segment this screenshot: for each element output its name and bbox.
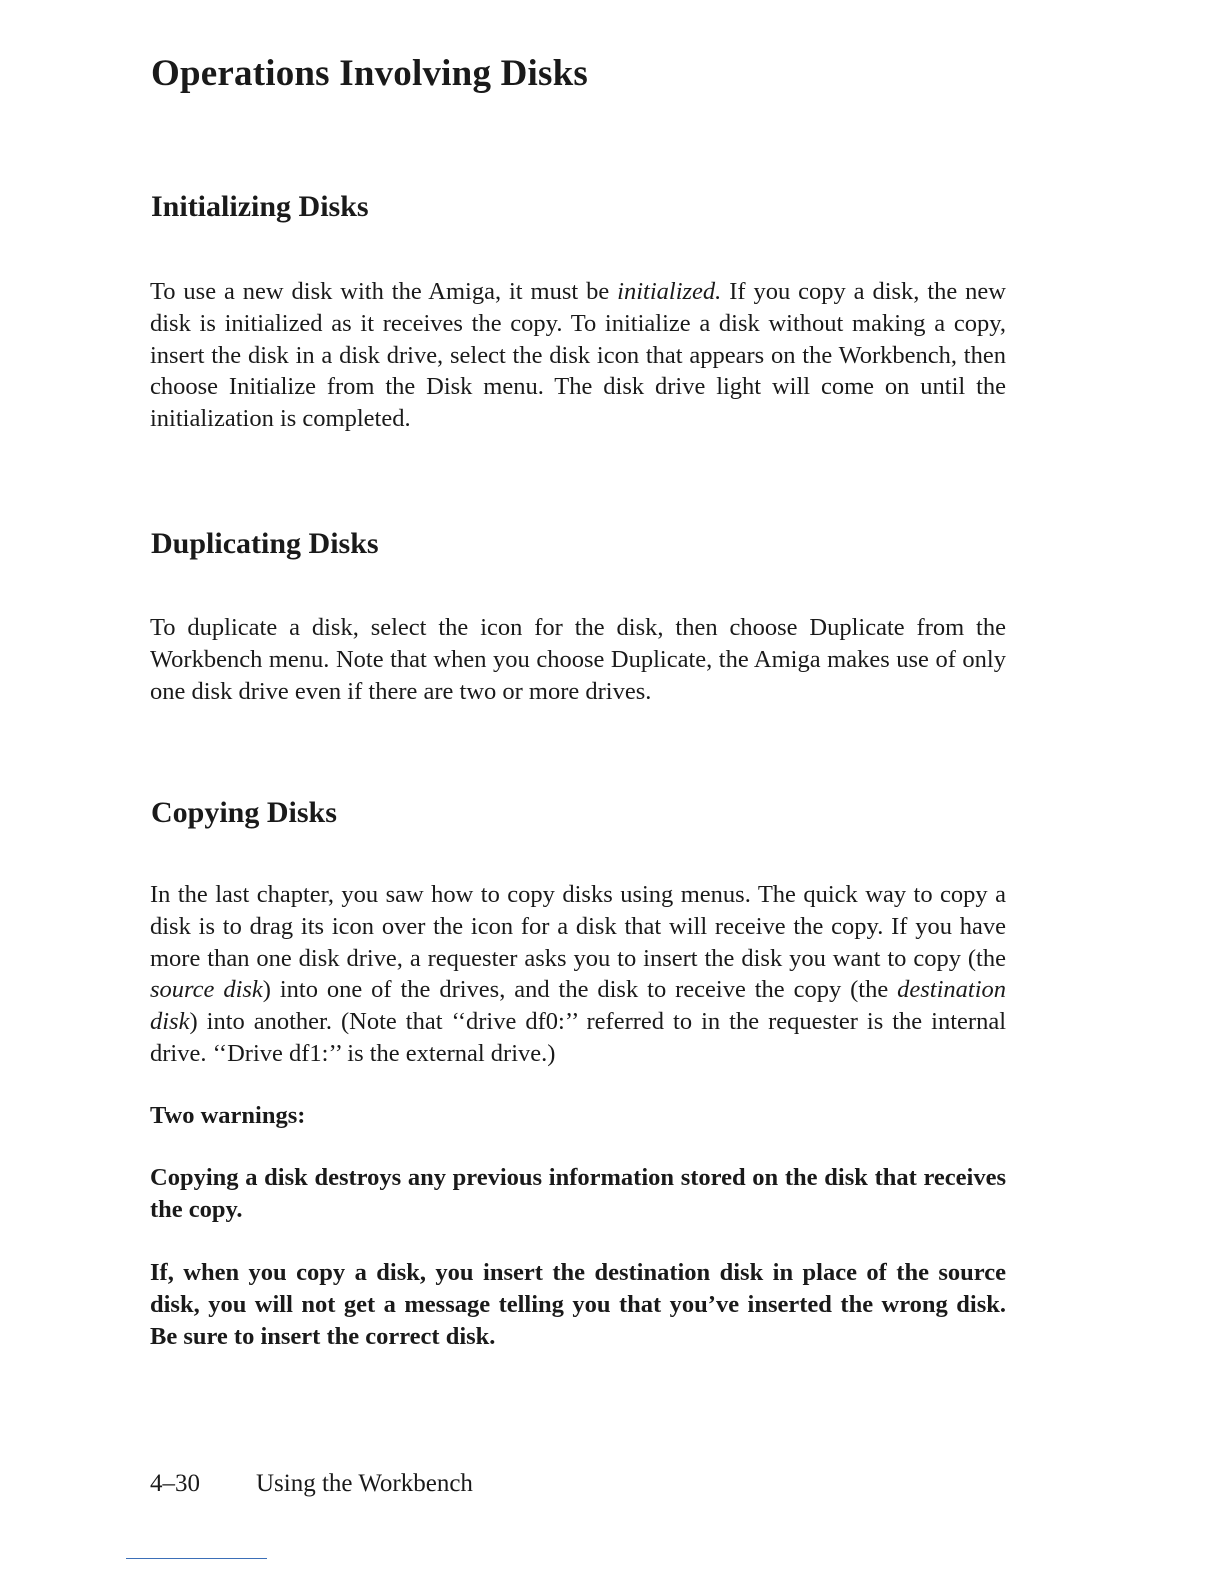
text-run: To use a new disk with the Amiga, it must be (150, 278, 618, 305)
chapter-title: Operations Involving Disks (151, 53, 588, 94)
heading-copying-disks: Copying Disks (151, 796, 337, 829)
paragraph-copying-disks (150, 879, 1006, 1070)
warning-1: Copying a disk destroys any previous information stored on the disk that receives the copy. (150, 1164, 1006, 1223)
text-run: If you copy a disk, the new disk is initialized as it receives the copy. To initialize a disk without making a copy, insert the disk in a disk drive, select the disk icon that appears on the Workbench, then choose Initialize from the Disk menu. The disk drive light will come on until the initialization is completed. (150, 278, 1007, 433)
term-destination-disk: destination disk (150, 976, 1006, 1036)
paragraph-initializing-disks (150, 276, 1006, 435)
heading-duplicating-disks: Duplicating Disks (151, 527, 379, 560)
term-initialized: initialized. (617, 278, 722, 305)
page-number: 4–30 (150, 1470, 200, 1497)
page-footer (150, 1470, 473, 1498)
warning-2: If, when you copy a disk, you insert the destination disk in place of the source disk, you will not get a message telling you that you’ve inserted the wrong disk. Be sure to insert the correct disk. (150, 1259, 1006, 1350)
text-run: In the last chapter, you saw how to copy disks using menus. The quick way to copy a disk is to drag its icon over the icon for a disk that will receive the copy. If you have more than one disk drive, a requester asks you to insert the disk you want to copy (the (150, 881, 1006, 972)
warnings-label: Two warnings: (150, 1102, 306, 1129)
text-run: ) into one of the drives, and the disk to receive the copy (the (262, 976, 898, 1004)
bottom-rule (126, 1558, 267, 1559)
text-run: ) into another. (Note that ‘‘drive df0:’’ referred to in the requester is the internal drive. ‘‘Drive df1:’’ is the external drive.) (150, 1008, 1006, 1067)
term-source-disk: source disk (150, 976, 263, 1004)
paragraph-duplicating-disks: To duplicate a disk, select the icon for the disk, then choose Duplicate from the Workbench menu. Note that when you choose Duplicate, the Amiga makes use of only one disk drive even if there are two or more drives. (150, 614, 1006, 705)
footer-section-name: Using the Workbench (256, 1470, 473, 1497)
heading-initializing-disks: Initializing Disks (151, 190, 369, 223)
